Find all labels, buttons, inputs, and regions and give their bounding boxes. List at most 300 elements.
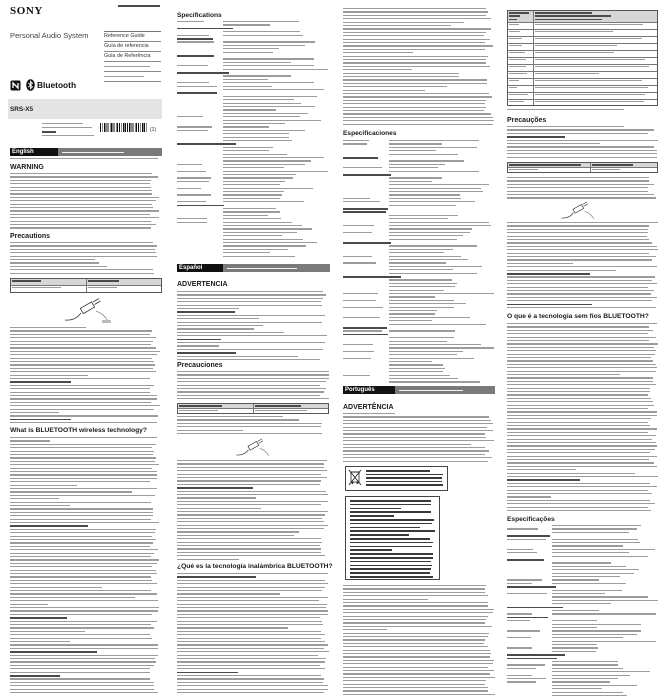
text-line — [507, 191, 648, 192]
text-line — [507, 449, 655, 450]
precautions-heading-spanish: Precauciones — [177, 362, 223, 369]
spec-label-line — [177, 21, 204, 22]
text-line — [177, 621, 322, 622]
text-line — [350, 576, 433, 578]
spec-label-line — [343, 167, 382, 168]
text-line — [507, 287, 648, 288]
spec-value-line — [389, 344, 481, 345]
spec-value-line — [552, 539, 638, 540]
language-bar-spanish: Español — [177, 264, 223, 272]
subheading-line — [177, 339, 221, 341]
text-line — [177, 480, 321, 481]
text-line — [507, 297, 657, 298]
text-line — [177, 430, 243, 431]
text-line — [343, 636, 488, 637]
text-line — [507, 239, 649, 240]
text-line — [177, 617, 320, 618]
text-line — [350, 515, 394, 517]
text-line — [343, 437, 486, 438]
text-line — [507, 307, 656, 308]
text-line — [177, 474, 321, 475]
text-line — [10, 658, 155, 659]
text-line — [10, 158, 158, 159]
subheading-line — [10, 525, 88, 527]
spec-value-line — [389, 269, 453, 270]
text-line — [10, 644, 158, 645]
spec-value-line — [223, 160, 311, 161]
spec-label-line — [507, 528, 538, 529]
spec-value-line — [223, 239, 303, 240]
spec-value-line — [223, 113, 308, 114]
spec-value-line — [389, 300, 454, 301]
text-line — [507, 394, 648, 395]
text-line — [343, 619, 486, 620]
text-line — [350, 557, 433, 559]
spec-value-line — [223, 99, 294, 100]
spec-value-line — [389, 368, 445, 369]
text-line — [507, 405, 654, 406]
spec-value-line — [389, 215, 458, 216]
text-line — [10, 252, 156, 253]
text-line — [507, 340, 649, 341]
text-line — [10, 519, 151, 520]
spec-value-line — [389, 378, 458, 379]
text-line — [177, 678, 324, 679]
text-line — [343, 93, 489, 94]
spec-value-line — [223, 245, 306, 246]
spec-value-line — [389, 262, 446, 263]
text-line — [177, 378, 329, 379]
text-line — [507, 263, 573, 264]
text-line — [177, 315, 325, 316]
spec-value-line — [223, 58, 314, 59]
text-line — [177, 308, 239, 309]
text-line — [343, 433, 485, 434]
subheading-line — [507, 479, 580, 481]
spec-value-line — [552, 610, 599, 611]
text-line — [343, 690, 488, 691]
text-line — [343, 457, 492, 458]
spec-value-line — [223, 225, 302, 226]
text-line — [10, 583, 157, 584]
bluetooth-icon — [26, 79, 35, 91]
text-line — [507, 367, 657, 368]
text-line — [177, 497, 256, 498]
text-line — [507, 442, 656, 443]
spec-value-line — [552, 542, 640, 543]
spec-value-line — [223, 154, 287, 155]
spec-label-line — [177, 35, 209, 36]
text-line — [177, 426, 321, 427]
text-line — [10, 600, 158, 601]
spec-label-line — [343, 375, 370, 376]
text-line — [507, 486, 657, 487]
spec-value-line — [223, 177, 293, 178]
text-line — [343, 25, 451, 26]
text-line — [10, 358, 152, 359]
text-line — [343, 447, 485, 448]
warning-heading-portuguese: ADVERTÊNCIA — [343, 404, 394, 411]
text-line — [350, 508, 401, 510]
spec-value-line — [223, 133, 289, 134]
text-line — [177, 463, 324, 464]
subheading-line — [343, 174, 391, 176]
text-line — [507, 146, 654, 147]
text-line — [177, 332, 284, 333]
subheading-line — [177, 311, 235, 313]
ac-plug-illustration — [557, 200, 599, 221]
text-line — [177, 419, 299, 420]
spec-value-line — [223, 198, 280, 199]
text-line — [10, 368, 153, 369]
text-line — [507, 462, 654, 463]
spec-value-line — [552, 566, 626, 567]
text-line — [177, 391, 324, 392]
spec-value-line — [389, 188, 481, 189]
text-line — [10, 655, 158, 656]
spec-label-line — [343, 201, 380, 202]
spec-value-line — [223, 211, 280, 212]
text-line — [10, 242, 153, 243]
spec-value-line — [223, 75, 291, 76]
spec-value-line — [552, 545, 623, 546]
text-line — [507, 246, 657, 247]
spec-value-line — [552, 661, 618, 662]
text-line — [507, 493, 652, 494]
text-line — [177, 614, 328, 615]
voltage-table — [177, 403, 329, 414]
text-line — [10, 173, 152, 174]
text-line — [343, 45, 493, 46]
text-line — [507, 381, 653, 382]
text-line — [10, 187, 151, 188]
spec-value-line — [389, 249, 453, 250]
spec-label-line — [343, 140, 369, 141]
spec-value-line — [223, 242, 317, 243]
bluetooth-logo-text: Bluetooth — [37, 80, 77, 90]
voltage-table — [507, 162, 658, 173]
text-line — [10, 682, 154, 683]
spec-value-line — [389, 150, 436, 151]
text-line — [343, 86, 447, 87]
spec-value-line — [223, 52, 273, 53]
text-line — [10, 491, 132, 492]
text-line — [10, 249, 155, 250]
text-line — [507, 398, 651, 399]
spec-value-line — [223, 123, 285, 124]
language-bar-english: English — [10, 148, 58, 156]
spec-value-line — [223, 35, 303, 36]
subheading-line — [343, 211, 386, 213]
spec-label-line — [177, 201, 206, 202]
text-line — [177, 484, 320, 485]
text-line — [343, 687, 488, 688]
text-line — [10, 515, 153, 516]
text-line — [366, 470, 430, 472]
spec-label-line — [177, 41, 214, 42]
text-line — [10, 631, 85, 632]
text-line — [507, 456, 657, 457]
spec-label-line — [343, 300, 376, 301]
text-line — [507, 283, 657, 284]
spec-value-line — [552, 556, 648, 557]
text-line — [10, 512, 153, 513]
spec-value-line — [552, 620, 597, 621]
spec-value-line — [389, 218, 448, 219]
spec-value-line — [389, 239, 457, 240]
text-line — [10, 661, 156, 662]
text-line — [343, 22, 464, 23]
text-line — [177, 508, 261, 509]
text-line — [10, 692, 158, 693]
text-line — [10, 183, 150, 184]
text-line — [343, 602, 488, 603]
text-line — [10, 610, 158, 611]
text-line — [177, 627, 288, 628]
function-table — [507, 10, 658, 106]
text-line — [10, 553, 154, 554]
text-line — [177, 374, 329, 375]
text-line — [10, 256, 157, 257]
text-line — [343, 609, 494, 610]
spec-value-line — [389, 164, 445, 165]
text-line — [10, 378, 150, 379]
spec-value-line — [223, 150, 269, 151]
spec-label-line — [343, 344, 373, 345]
text-line — [343, 694, 495, 695]
spec-value-line — [552, 583, 626, 584]
text-line — [343, 639, 485, 640]
text-line — [343, 96, 492, 97]
spec-label-line — [343, 330, 382, 331]
spec-value-line — [223, 157, 324, 158]
text-line — [507, 157, 657, 158]
text-line — [10, 638, 152, 639]
text-line — [343, 592, 485, 593]
text-line — [177, 552, 321, 553]
text-line — [507, 422, 648, 423]
voltage-table — [10, 278, 162, 293]
text-line — [10, 337, 156, 338]
text-line — [10, 604, 48, 605]
text-line — [343, 42, 485, 43]
text-line — [507, 507, 648, 508]
subheading-line — [507, 658, 557, 660]
subheading-line — [507, 586, 556, 588]
text-line — [507, 323, 657, 324]
text-line — [343, 667, 488, 668]
text-line — [507, 180, 649, 181]
spec-value-line — [389, 375, 450, 376]
text-line — [507, 432, 648, 433]
text-line — [177, 460, 327, 461]
text-line — [10, 405, 160, 406]
text-line — [507, 337, 656, 338]
text-line — [177, 328, 254, 329]
text-line — [507, 326, 649, 327]
language-bar-caption — [58, 148, 162, 156]
spec-value-line — [223, 116, 300, 117]
text-line — [10, 546, 150, 547]
spec-label-line — [177, 126, 212, 127]
text-line — [177, 682, 323, 683]
n-mark-icon — [10, 80, 21, 91]
text-line — [10, 481, 150, 482]
text-line — [507, 109, 624, 110]
text-line — [177, 631, 321, 632]
text-line — [177, 655, 318, 656]
subheading-line — [343, 334, 388, 336]
text-line — [10, 502, 151, 503]
subheading-line — [10, 617, 67, 619]
text-line — [10, 563, 157, 564]
text-line — [177, 644, 328, 645]
sony-logo: SONY — [10, 5, 43, 17]
text-line — [507, 270, 616, 271]
spec-value-line — [389, 245, 477, 246]
text-line — [366, 481, 442, 483]
text-line — [10, 627, 154, 628]
text-line — [343, 599, 428, 600]
text-line — [10, 180, 151, 181]
spec-value-line — [223, 137, 289, 138]
text-line — [177, 658, 326, 659]
text-line — [10, 437, 157, 438]
spec-value-line — [223, 249, 288, 250]
spec-value-line — [552, 600, 658, 601]
spec-value-line — [389, 358, 474, 359]
spec-value-line — [552, 579, 599, 580]
text-line — [177, 624, 323, 625]
text-line — [507, 187, 648, 188]
text-line — [177, 648, 324, 649]
spec-label-line — [343, 262, 376, 263]
text-line — [350, 500, 431, 502]
text-line — [10, 207, 153, 208]
spec-value-line — [389, 147, 477, 148]
text-line — [10, 556, 151, 557]
text-line — [507, 290, 654, 291]
text-line — [507, 469, 576, 470]
text-line — [177, 685, 328, 686]
text-line — [507, 439, 652, 440]
text-line — [10, 685, 154, 686]
text-line — [10, 471, 157, 472]
text-line — [507, 293, 651, 294]
text-line — [177, 610, 328, 611]
text-line — [507, 150, 657, 151]
text-line — [10, 689, 154, 690]
text-line — [507, 364, 656, 365]
text-line — [10, 273, 154, 274]
text-line — [10, 495, 155, 496]
text-line — [177, 467, 324, 468]
text-line — [343, 588, 485, 589]
text-line — [177, 528, 324, 529]
text-line — [399, 390, 463, 391]
text-line — [507, 350, 656, 351]
text-line — [10, 204, 152, 205]
spec-value-line — [223, 235, 282, 236]
spec-value-line — [552, 641, 656, 642]
text-line — [507, 256, 656, 257]
text-line — [343, 650, 490, 651]
spec-value-line — [223, 120, 321, 121]
text-line — [10, 607, 159, 608]
spec-value-line — [389, 184, 489, 185]
spec-value-line — [223, 82, 314, 83]
spec-label-line — [507, 675, 532, 676]
text-line — [177, 675, 321, 676]
text-line — [507, 415, 657, 416]
text-line — [343, 612, 493, 613]
subheading-line — [177, 576, 256, 578]
spec-value-line — [552, 630, 641, 631]
text-line — [343, 107, 486, 108]
text-line — [177, 494, 328, 495]
spec-label-line — [177, 164, 202, 165]
spec-value-line — [389, 347, 494, 348]
spec-value-line — [552, 552, 629, 553]
product-title: Personal Audio System — [10, 31, 89, 40]
text-line — [227, 268, 297, 269]
text-line — [10, 259, 95, 260]
text-line — [507, 232, 648, 233]
spec-value-line — [223, 215, 268, 216]
spec-label-line — [507, 579, 542, 580]
text-line — [177, 491, 326, 492]
spec-value-line — [389, 225, 491, 226]
spec-value-line — [223, 103, 301, 104]
text-line — [177, 388, 326, 389]
spec-value-line — [552, 532, 629, 533]
spec-value-line — [389, 290, 444, 291]
text-line — [10, 409, 154, 410]
text-line — [507, 225, 649, 226]
spec-label-line — [177, 171, 206, 172]
spec-value-line — [223, 208, 276, 209]
spec-value-line — [223, 96, 317, 97]
text-line — [10, 444, 156, 445]
spec-value-line — [389, 222, 489, 223]
text-line — [10, 451, 154, 452]
text-line — [343, 420, 491, 421]
text-line — [10, 217, 159, 218]
barcode — [100, 123, 148, 132]
text-line — [62, 152, 124, 153]
subheading-line — [177, 92, 217, 94]
spec-label-line — [507, 637, 531, 638]
subheading-line — [343, 327, 387, 329]
text-line — [177, 359, 320, 360]
text-line — [10, 573, 157, 574]
spec-value-line — [389, 324, 486, 325]
spec-label-line — [507, 647, 532, 648]
text-line — [10, 559, 159, 560]
warning-heading-spanish: ADVERTENCIA — [177, 281, 228, 288]
text-line — [507, 266, 657, 267]
text-line — [177, 607, 326, 608]
bluetooth-heading-portuguese: O que é a tecnologia sem fios BLUETOOTH? — [507, 313, 649, 320]
text-line — [10, 580, 152, 581]
spec-value-line — [389, 181, 432, 182]
spec-value-line — [389, 191, 483, 192]
spec-value-line — [223, 21, 299, 22]
spec-value-line — [389, 177, 442, 178]
text-line — [10, 576, 151, 577]
subheading-line — [507, 273, 590, 275]
text-line — [10, 634, 150, 635]
